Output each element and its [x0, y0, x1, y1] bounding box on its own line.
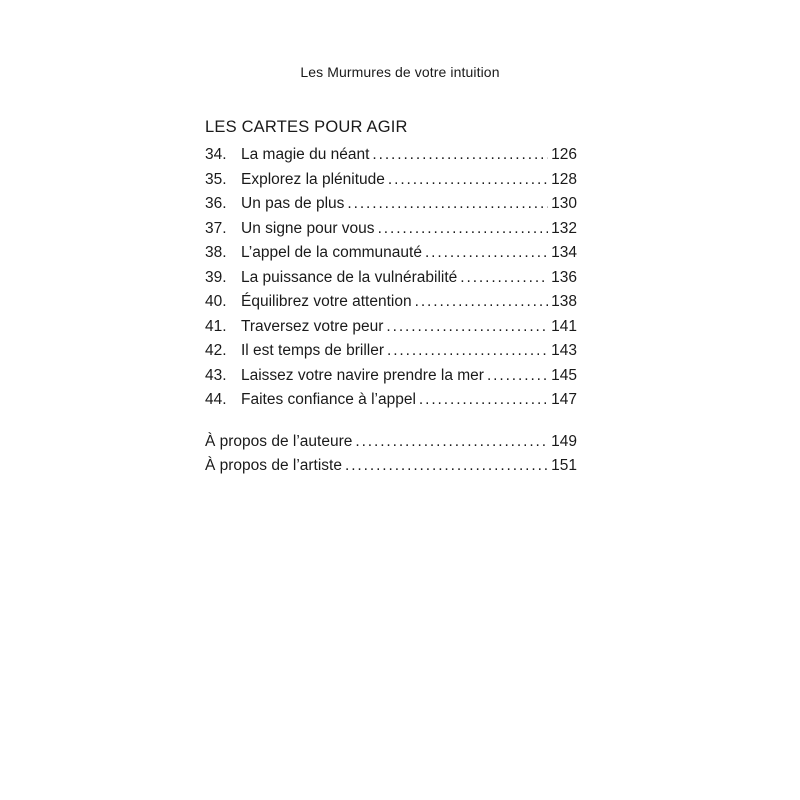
toc-entry-page: 132 — [551, 219, 577, 237]
toc-entry-40 — [205, 290, 577, 315]
toc-entry-page: 130 — [551, 195, 577, 212]
toc-entry-43 — [205, 364, 577, 389]
toc-entry-title: Laissez votre navire prendre la mer — [241, 366, 484, 384]
dot-leader — [487, 364, 548, 389]
toc-entry-title: Traversez votre peur — [241, 317, 384, 335]
dot-leader — [425, 241, 548, 266]
toc-entry-page: 136 — [551, 268, 577, 286]
dot-leader — [347, 192, 548, 217]
toc-entry-about-artist — [205, 454, 577, 479]
toc-entry-36 — [205, 192, 577, 217]
toc-entry-page: 141 — [551, 317, 577, 335]
dot-leader — [345, 454, 548, 479]
toc-entry-44 — [205, 388, 577, 413]
toc-entry-title: À propos de l’auteure — [205, 432, 353, 450]
section-title: LES CARTES POUR AGIR — [205, 118, 408, 136]
toc-entry-title: La puissance de la vulnérabilité — [241, 268, 458, 286]
dot-leader — [386, 315, 548, 340]
toc-entry-about-author — [205, 430, 577, 455]
toc-entry-34 — [205, 143, 577, 168]
table-of-contents — [205, 115, 577, 479]
toc-entry-number: 44. — [205, 391, 227, 408]
toc-entry-page: 147 — [551, 391, 577, 408]
dot-leader — [378, 217, 549, 242]
toc-entry-number: 37. — [205, 219, 227, 237]
toc-entry-page: 151 — [551, 457, 577, 474]
dot-leader — [388, 168, 548, 193]
toc-entry-number: 36. — [205, 195, 227, 212]
toc-entry-page: 138 — [551, 293, 577, 310]
toc-entry-number: 42. — [205, 342, 227, 359]
toc-entry-title: Un pas de plus — [241, 195, 345, 212]
spacer — [205, 413, 577, 430]
toc-entry-title: À propos de l’artiste — [205, 457, 342, 474]
toc-entry-page: 149 — [551, 432, 577, 450]
dot-leader — [415, 290, 549, 315]
toc-entry-41 — [205, 315, 577, 340]
toc-entry-37 — [205, 217, 577, 242]
toc-entry-page: 134 — [551, 244, 577, 261]
toc-entry-title: L’appel de la communauté — [241, 244, 422, 261]
dot-leader — [387, 339, 548, 364]
dot-leader — [419, 388, 548, 413]
toc-entry-35 — [205, 168, 577, 193]
toc-entry-42 — [205, 339, 577, 364]
toc-entry-title: Un signe pour vous — [241, 219, 375, 237]
toc-entry-38 — [205, 241, 577, 266]
toc-entry-number: 39. — [205, 268, 227, 286]
toc-entry-page: 128 — [551, 170, 577, 188]
toc-entry-page: 126 — [551, 146, 577, 163]
toc-entry-page: 145 — [551, 366, 577, 384]
toc-entry-number: 41. — [205, 317, 227, 335]
toc-entry-39 — [205, 266, 577, 291]
toc-entry-number: 35. — [205, 170, 227, 188]
running-header: Les Murmures de votre intuition — [300, 64, 500, 80]
toc-entry-title: Explorez la plénitude — [241, 170, 385, 188]
toc-entry-title: Équilibrez votre attention — [241, 293, 412, 310]
dot-leader — [372, 143, 548, 168]
toc-entry-number: 38. — [205, 244, 227, 261]
toc-entry-number: 43. — [205, 366, 227, 384]
toc-entry-title: Faites confiance à l’appel — [241, 391, 416, 408]
dot-leader — [460, 266, 548, 291]
toc-entry-title: Il est temps de briller — [241, 342, 384, 359]
dot-leader — [355, 430, 548, 455]
toc-entry-title: La magie du néant — [241, 146, 370, 163]
toc-entry-page: 143 — [551, 342, 577, 359]
toc-entry-number: 34. — [205, 146, 227, 163]
toc-entry-number: 40. — [205, 293, 227, 310]
